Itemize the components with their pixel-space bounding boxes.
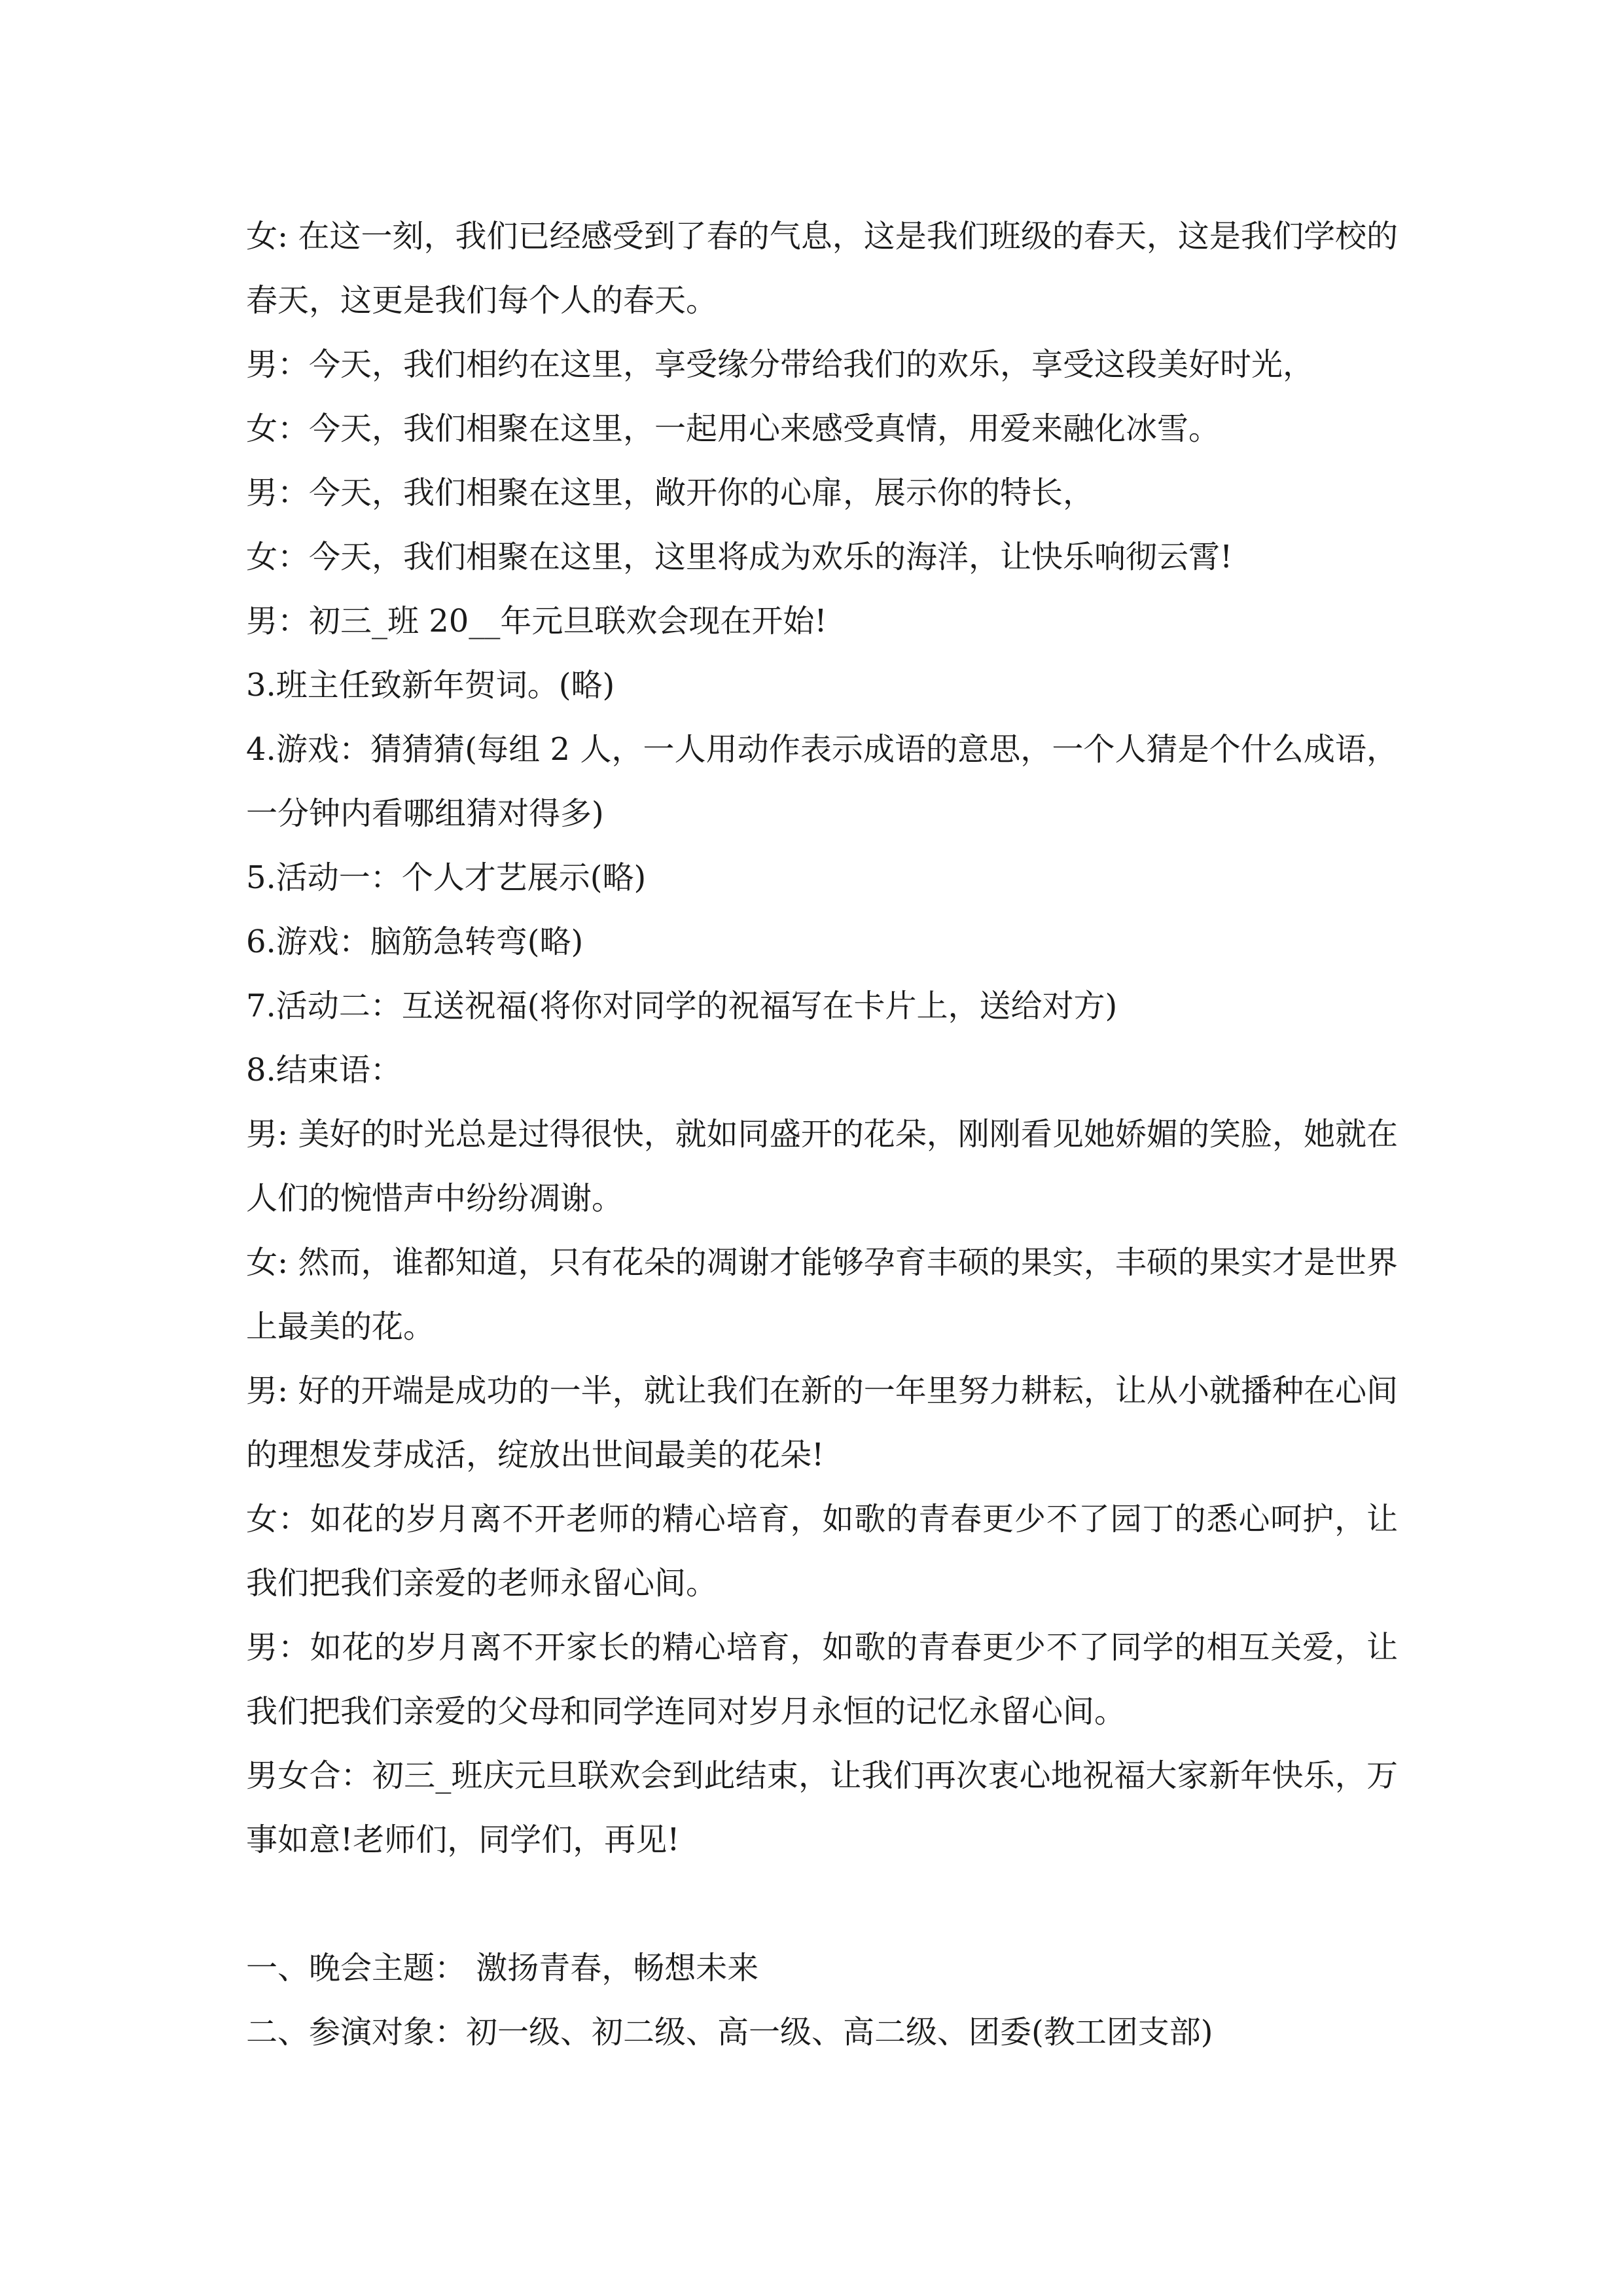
section-theme: 一、晚会主题： 激扬青春，畅想未来 [246, 1950, 759, 1986]
section-gap [246, 1872, 1398, 1936]
agenda-item-8: 8.结束语： [246, 1052, 402, 1088]
paragraph-male-closing-3: 男: 好的开端是成功的一半，就让我们在新的一年里努力耕耘，让从小就播种在心间的理想发芽成活，绽放出世间最美的花朵! [246, 1372, 1398, 1473]
paragraph-male-closing-5: 男：如花的岁月离不开家长的精心培育，如歌的青春更少不了同学的相互关爱，让我们把我们亲爱的父母和同学连同对岁月永恒的记忆永留心间。 [246, 1629, 1398, 1730]
agenda-item-6: 6.游戏：脑筋急转弯(略) [246, 924, 584, 960]
paragraph-male-closing-1: 男: 美好的时光总是过得很快，就如同盛开的花朵，刚刚看见她娇媚的笑脸，她就在人们的惋惜声中纷纷凋谢。 [246, 1116, 1398, 1217]
agenda-item-7: 7.活动二：互送祝福(将你对同学的祝福写在卡片上，送给对方) [246, 988, 1118, 1024]
paragraph-male-today-1: 男：今天，我们相约在这里，享受缘分带给我们的欢乐，享受这段美好时光， [246, 346, 1315, 383]
paragraph-female-closing-4: 女：如花的岁月离不开老师的精心培育，如歌的青春更少不了园丁的悉心呵护，让我们把我们亲爱的老师永留心间。 [246, 1501, 1398, 1602]
agenda-item-3: 3.班主任致新年贺词。(略) [246, 667, 615, 704]
paragraph-male-opening: 男：初三_班 20__年元旦联欢会现在开始! [246, 603, 827, 639]
section-participants: 二、参演对象：初一级、初二级、高一级、高二级、团委(教工团支部) [246, 2014, 1213, 2051]
paragraph-female-today-4: 女：今天，我们相聚在这里，这里将成为欢乐的海洋，让快乐响彻云霄! [246, 539, 1233, 575]
paragraph-female-today-2: 女：今天，我们相聚在这里，一起用心来感受真情，用爱来融化冰雪。 [246, 410, 1221, 447]
paragraph-both-farewell: 男女合：初三_班庆元旦联欢会到此结束，让我们再次衷心地祝福大家新年快乐，万事如意!老师们，同学们，再见! [246, 1757, 1398, 1858]
paragraph-female-closing-2: 女: 然而，谁都知道，只有花朵的凋谢才能够孕育丰硕的果实，丰硕的果实才是世界上最美的花。 [246, 1244, 1398, 1345]
paragraph-male-today-3: 男：今天，我们相聚在这里，敞开你的心扉，展示你的特长， [246, 475, 1095, 511]
document-body [246, 204, 1398, 2064]
agenda-item-4: 4.游戏：猜猜猜(每组 2 人，一人用动作表示成语的意思，一个人猜是个什么成语，一分钟内看哪组猜对得多) [246, 731, 1398, 832]
paragraph-female-spring: 女: 在这一刻，我们已经感受到了春的气息，这是我们班级的春天，这是我们学校的春天，这更是我们每个人的春天。 [246, 218, 1398, 319]
agenda-item-5: 5.活动一：个人才艺展示(略) [246, 859, 647, 896]
